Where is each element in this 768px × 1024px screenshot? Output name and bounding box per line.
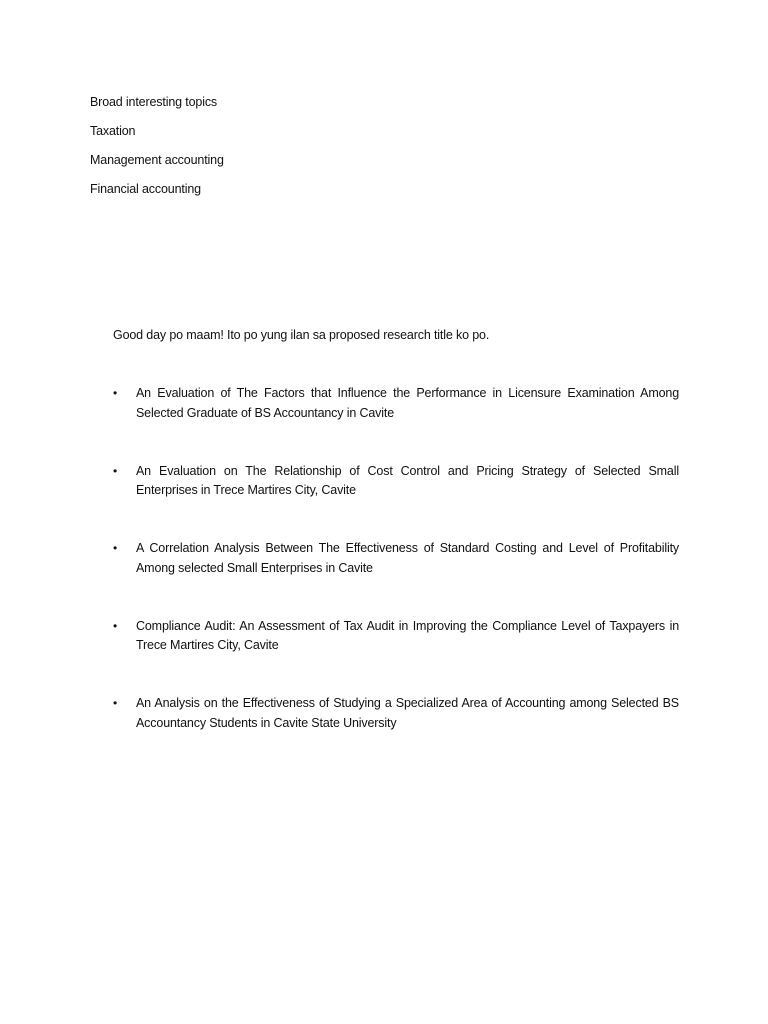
research-title-text: Compliance Audit: An Assessment of Tax Audit in Improving the Compliance Level of Taxpayers in Trece Martires City, Cavite (136, 618, 679, 652)
bullet-icon: • (113, 386, 118, 400)
topic-taxation: Taxation (90, 124, 136, 138)
research-title-list (113, 384, 679, 772)
bullet-icon: • (113, 463, 118, 478)
research-title-item (113, 384, 679, 462)
bullet-icon: • (113, 696, 118, 710)
topics-heading: Broad interesting topics (90, 95, 218, 109)
topic-management-accounting: Management accounting (90, 153, 224, 167)
research-title-item (113, 539, 679, 617)
research-title-text: An Evaluation of The Factors that Influence the Performance in Licensure Examination Among Selected Graduate of BS Accountancy in Cavite (136, 386, 679, 420)
research-title-item (113, 694, 679, 772)
greeting-text: Good day po maam! Ito po yung ilan sa proposed research title ko po. (113, 328, 490, 342)
research-title-text: An Analysis on the Effectiveness of Studying a Specialized Area of Accounting among Selected BS Accountancy Students in Cavite State University (136, 696, 679, 730)
bullet-icon: • (113, 618, 118, 633)
research-title-item (113, 617, 679, 695)
topic-financial-accounting: Financial accounting (90, 182, 201, 196)
research-title-text: A Correlation Analysis Between The Effectiveness of Standard Costing and Level of Profitability Among selected Small Enterprises in Cavite (136, 541, 679, 575)
topics-section (90, 93, 490, 209)
research-title-text: An Evaluation on The Relationship of Cost Control and Pricing Strategy of Selected Small Enterprises in Trece Martires City, Cavite (136, 463, 679, 497)
bullet-icon: • (113, 541, 118, 555)
research-title-item (113, 462, 679, 540)
